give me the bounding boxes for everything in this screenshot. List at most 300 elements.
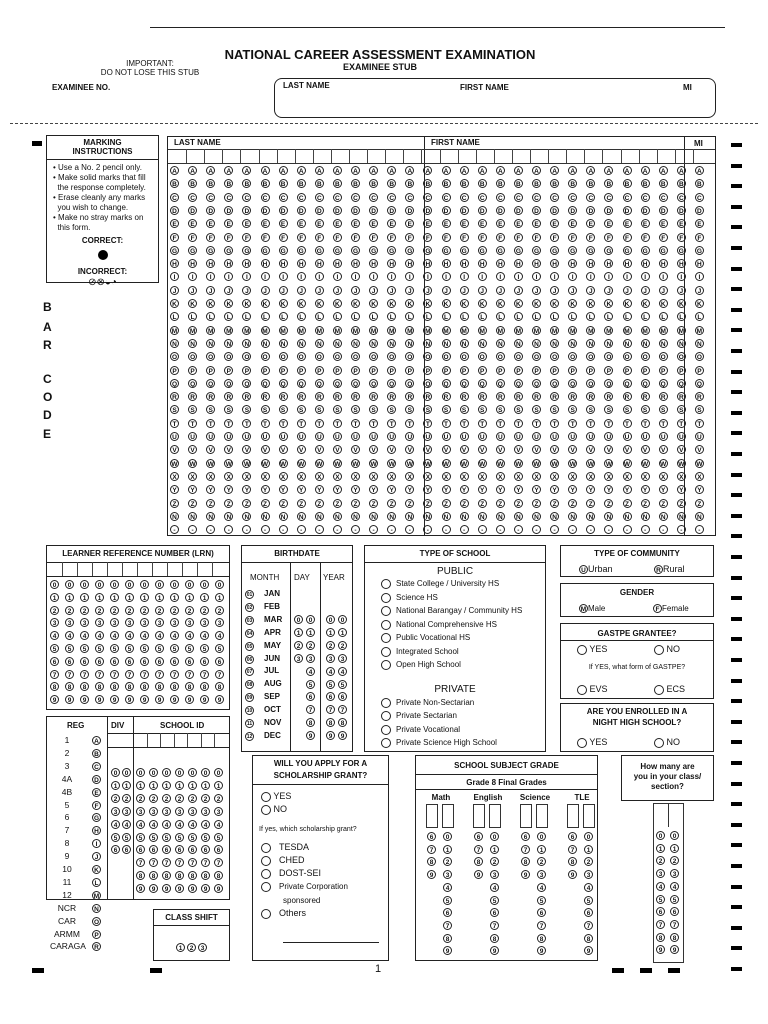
name-bubble[interactable]: L (532, 312, 541, 321)
name-bubble[interactable]: P (496, 366, 505, 375)
name-bubble[interactable]: M (533, 327, 540, 335)
lrn-bubble[interactable]: 8 (140, 682, 149, 691)
name-bubble[interactable]: S (550, 405, 559, 414)
region-bubble[interactable]: H (92, 826, 101, 835)
name-bubble[interactable]: H (677, 259, 686, 268)
school-id-bubble[interactable]: 1 (188, 781, 197, 790)
lrn-bubble[interactable]: 1 (200, 593, 209, 602)
name-bubble[interactable]: I (586, 272, 595, 281)
name-bubble[interactable]: B (659, 179, 668, 188)
name-bubble[interactable]: U (460, 432, 469, 441)
month-bubble[interactable]: 06 (246, 656, 253, 663)
name-bubble[interactable]: N (460, 512, 469, 521)
name-bubble[interactable]: X (188, 472, 197, 481)
name-bubble[interactable]: N (641, 339, 650, 348)
name-bubble[interactable]: Y (496, 485, 505, 494)
lrn-bubble[interactable]: 7 (215, 670, 224, 679)
name-bubble[interactable]: Y (405, 485, 414, 494)
name-bubble[interactable]: K (641, 299, 650, 308)
name-entry-cell[interactable] (458, 149, 459, 163)
name-bubble[interactable]: E (496, 219, 505, 228)
school-id-entry-cell[interactable] (147, 733, 148, 747)
name-bubble[interactable]: B (206, 179, 215, 188)
lrn-bubble[interactable]: 4 (65, 631, 74, 640)
name-bubble[interactable]: F (297, 233, 306, 242)
name-bubble[interactable]: E (550, 219, 559, 228)
grade-bubble[interactable]: 3 (490, 870, 499, 879)
name-bubble[interactable]: S (333, 405, 342, 414)
div-bubble[interactable]: 6 (111, 845, 120, 854)
name-bubble[interactable]: I (188, 272, 197, 281)
name-bubble[interactable]: N (297, 339, 306, 348)
name-bubble[interactable]: R (387, 392, 396, 401)
name-bubble[interactable]: U (514, 432, 523, 441)
name-bubble[interactable]: V (333, 445, 342, 454)
name-bubble[interactable]: D (369, 206, 378, 215)
name-bubble[interactable]: W (388, 460, 395, 468)
name-bubble[interactable]: B (514, 179, 523, 188)
grade-bubble[interactable]: 9 (427, 870, 436, 879)
name-bubble[interactable]: E (206, 219, 215, 228)
name-bubble[interactable]: I (224, 272, 233, 281)
name-bubble[interactable]: D (442, 206, 451, 215)
grade-bubble[interactable]: 1 (584, 845, 593, 854)
school-id-bubble[interactable]: 1 (136, 781, 145, 790)
lrn-entry-cell[interactable] (182, 562, 183, 576)
name-bubble[interactable]: N (261, 339, 270, 348)
name-bubble[interactable]: Q (479, 380, 485, 388)
name-bubble[interactable]: - (170, 525, 179, 534)
lrn-bubble[interactable]: 2 (140, 606, 149, 615)
grade-bubble[interactable]: 5 (443, 896, 452, 905)
name-bubble[interactable]: H (387, 259, 396, 268)
name-bubble[interactable]: T (206, 419, 215, 428)
name-bubble[interactable]: B (315, 179, 324, 188)
public-school-option[interactable] (381, 647, 459, 657)
name-bubble[interactable]: - (604, 525, 613, 534)
name-bubble[interactable]: P (297, 366, 306, 375)
name-bubble[interactable]: B (623, 179, 632, 188)
school-id-bubble[interactable]: 4 (162, 820, 171, 829)
name-bubble[interactable]: N (279, 512, 288, 521)
name-bubble[interactable]: G (262, 247, 268, 255)
name-bubble[interactable]: H (623, 259, 632, 268)
name-bubble[interactable]: N (261, 512, 270, 521)
name-bubble[interactable]: W (406, 460, 413, 468)
name-bubble[interactable]: N (333, 512, 342, 521)
name-bubble[interactable]: V (206, 445, 215, 454)
name-bubble[interactable]: T (532, 419, 541, 428)
name-bubble[interactable]: P (568, 366, 577, 375)
name-bubble[interactable]: Q (298, 380, 304, 388)
name-bubble[interactable]: R (242, 392, 251, 401)
lrn-bubble[interactable]: 7 (50, 670, 59, 679)
name-bubble[interactable]: T (333, 419, 342, 428)
grade-bubble[interactable]: 7 (521, 845, 530, 854)
name-bubble[interactable]: G (334, 247, 340, 255)
name-bubble[interactable]: F (188, 233, 197, 242)
day-bubble[interactable]: 1 (294, 628, 303, 637)
lrn-bubble[interactable]: 3 (110, 618, 119, 627)
name-bubble[interactable]: I (170, 272, 179, 281)
region-bubble[interactable]: L (92, 878, 101, 887)
lrn-bubble[interactable]: 9 (155, 695, 164, 704)
school-id-bubble[interactable]: 3 (149, 807, 158, 816)
name-bubble[interactable]: T (242, 419, 251, 428)
scholarship-option[interactable] (261, 842, 309, 853)
grade-bubble[interactable]: 9 (474, 870, 483, 879)
month-bubble[interactable]: 01 (246, 592, 253, 598)
school-id-bubble[interactable]: 0 (201, 768, 210, 777)
lrn-bubble[interactable]: 0 (50, 580, 59, 589)
grade-bubble[interactable]: 2 (490, 857, 499, 866)
name-bubble[interactable]: T (170, 419, 179, 428)
name-bubble[interactable]: Q (352, 380, 359, 388)
name-bubble[interactable]: M (244, 327, 250, 335)
name-bubble[interactable]: K (550, 299, 559, 308)
lrn-bubble[interactable]: 2 (215, 606, 224, 615)
name-bubble[interactable]: P (532, 366, 541, 375)
name-bubble[interactable]: B (550, 179, 559, 188)
name-bubble[interactable]: - (261, 525, 270, 534)
name-bubble[interactable]: X (496, 472, 505, 481)
name-bubble[interactable]: U (496, 432, 505, 441)
name-bubble[interactable]: F (423, 233, 432, 242)
grade-bubble[interactable]: 7 (568, 845, 577, 854)
name-bubble[interactable]: K (206, 299, 215, 308)
name-bubble[interactable]: Z (550, 499, 559, 508)
shift-bubble[interactable]: 3 (198, 943, 207, 952)
school-id-bubble[interactable]: 6 (149, 845, 158, 854)
school-id-bubble[interactable]: 5 (214, 833, 223, 842)
name-bubble[interactable]: Q (461, 380, 467, 388)
year-bubble[interactable]: 4 (338, 667, 347, 676)
school-id-bubble[interactable]: 7 (149, 858, 158, 867)
region-bubble[interactable]: M (93, 892, 100, 900)
name-bubble[interactable]: S (405, 405, 414, 414)
class-size-bubble[interactable]: 3 (670, 869, 679, 878)
name-bubble[interactable]: H (333, 259, 342, 268)
div-bubble[interactable]: 0 (111, 768, 120, 777)
lrn-bubble[interactable]: 8 (215, 682, 224, 691)
name-bubble[interactable]: D (550, 206, 559, 215)
name-bubble[interactable]: W (334, 460, 341, 468)
school-id-bubble[interactable]: 1 (175, 781, 184, 790)
region-bubble[interactable]: B (92, 749, 101, 758)
name-bubble[interactable]: K (478, 299, 487, 308)
name-bubble[interactable]: D (387, 206, 396, 215)
name-bubble[interactable]: H (586, 259, 595, 268)
name-bubble[interactable]: E (242, 219, 251, 228)
month-bubble[interactable]: 09 (246, 695, 253, 702)
name-bubble[interactable]: G (678, 247, 684, 255)
public-school-option[interactable] (381, 606, 522, 616)
name-bubble[interactable]: U (586, 432, 595, 441)
school-id-bubble[interactable]: 3 (162, 807, 171, 816)
class-size-bubble[interactable]: 9 (656, 945, 665, 954)
rural-bubble[interactable]: R (654, 565, 663, 574)
lrn-bubble[interactable]: 2 (65, 606, 74, 615)
name-bubble[interactable]: Y (206, 485, 215, 494)
name-bubble[interactable]: N (532, 512, 541, 521)
name-bubble[interactable]: M (298, 327, 304, 335)
region-bubble[interactable]: G (93, 815, 100, 823)
name-bubble[interactable]: T (695, 419, 704, 428)
name-bubble[interactable]: O (298, 354, 304, 362)
lrn-bubble[interactable]: 8 (50, 682, 59, 691)
name-bubble[interactable]: V (641, 445, 650, 454)
name-bubble[interactable]: - (514, 525, 523, 534)
name-bubble[interactable]: V (261, 445, 270, 454)
name-bubble[interactable]: H (170, 259, 179, 268)
name-bubble[interactable]: A (695, 166, 704, 175)
name-bubble[interactable]: F (261, 233, 270, 242)
lrn-bubble[interactable]: 6 (215, 657, 224, 666)
name-bubble[interactable]: Z (677, 499, 686, 508)
name-bubble[interactable]: Y (659, 485, 668, 494)
name-bubble[interactable]: V (532, 445, 541, 454)
school-id-bubble[interactable]: 8 (149, 871, 158, 880)
name-entry-cell[interactable] (675, 149, 676, 163)
name-bubble[interactable]: C (297, 193, 306, 202)
name-bubble[interactable]: R (351, 392, 360, 401)
name-bubble[interactable]: R (641, 392, 650, 401)
lrn-entry-cell[interactable] (107, 562, 108, 576)
name-bubble[interactable]: P (478, 366, 487, 375)
name-bubble[interactable]: O (171, 354, 178, 362)
name-bubble[interactable]: N (206, 512, 215, 521)
name-bubble[interactable]: P (279, 366, 288, 375)
grade-bubble[interactable]: 5 (584, 896, 593, 905)
name-bubble[interactable]: G (552, 247, 558, 255)
option-bubble[interactable] (381, 698, 391, 708)
name-bubble[interactable]: M (352, 327, 359, 335)
lrn-bubble[interactable]: 7 (155, 670, 164, 679)
grade-bubble[interactable]: 1 (490, 845, 499, 854)
name-bubble[interactable]: U (659, 432, 668, 441)
name-bubble[interactable]: W (678, 460, 685, 468)
name-bubble[interactable]: O (660, 354, 666, 362)
public-school-option[interactable] (381, 633, 470, 643)
name-bubble[interactable]: W (189, 460, 196, 468)
name-bubble[interactable]: N (695, 512, 704, 521)
name-bubble[interactable]: G (606, 247, 612, 255)
name-bubble[interactable]: N (677, 512, 686, 521)
name-bubble[interactable]: V (188, 445, 197, 454)
name-bubble[interactable]: A (315, 166, 324, 175)
name-bubble[interactable]: Y (297, 485, 306, 494)
name-bubble[interactable]: S (279, 405, 288, 414)
grade-bubble[interactable]: 6 (584, 908, 593, 917)
name-bubble[interactable]: Q (371, 380, 377, 388)
lrn-bubble[interactable]: 8 (170, 682, 179, 691)
name-bubble[interactable]: T (623, 419, 632, 428)
name-bubble[interactable]: L (405, 312, 414, 321)
name-bubble[interactable]: D (261, 206, 270, 215)
name-bubble[interactable]: N (351, 339, 360, 348)
name-bubble[interactable]: P (659, 366, 668, 375)
name-bubble[interactable]: M (262, 327, 268, 335)
grade-bubble[interactable]: 0 (490, 832, 499, 841)
name-bubble[interactable]: H (315, 259, 324, 268)
name-bubble[interactable]: H (297, 259, 306, 268)
name-bubble[interactable]: M (461, 327, 467, 335)
day-bubble[interactable]: 3 (294, 654, 303, 663)
name-bubble[interactable]: - (659, 525, 668, 534)
name-bubble[interactable]: O (570, 354, 576, 362)
name-bubble[interactable]: W (171, 460, 178, 468)
lrn-bubble[interactable]: 2 (95, 606, 104, 615)
name-bubble[interactable]: M (425, 327, 431, 335)
month-bubble[interactable]: 04 (246, 630, 253, 637)
lrn-bubble[interactable]: 4 (140, 631, 149, 640)
name-entry-cell[interactable] (240, 149, 241, 163)
name-bubble[interactable]: L (423, 312, 432, 321)
name-bubble[interactable]: E (405, 219, 414, 228)
name-bubble[interactable]: V (568, 445, 577, 454)
class-size-bubble[interactable]: 4 (670, 882, 679, 891)
name-bubble[interactable]: L (695, 312, 704, 321)
name-bubble[interactable]: X (659, 472, 668, 481)
name-bubble[interactable]: M (407, 327, 413, 335)
name-bubble[interactable]: O (262, 354, 268, 362)
region-bubble[interactable]: D (92, 775, 101, 784)
lrn-bubble[interactable]: 6 (80, 657, 89, 666)
grade-bubble[interactable]: 8 (474, 857, 483, 866)
name-bubble[interactable]: E (623, 219, 632, 228)
school-id-bubble[interactable]: 2 (136, 794, 145, 803)
name-bubble[interactable]: X (423, 472, 432, 481)
name-bubble[interactable]: - (279, 525, 288, 534)
name-bubble[interactable]: O (461, 354, 467, 362)
lrn-bubble[interactable]: 7 (80, 670, 89, 679)
name-bubble[interactable]: J (496, 286, 505, 295)
name-bubble[interactable]: V (405, 445, 414, 454)
name-bubble[interactable]: D (297, 206, 306, 215)
name-bubble[interactable]: T (460, 419, 469, 428)
year-bubble[interactable]: 7 (338, 705, 347, 714)
name-bubble[interactable]: I (514, 272, 523, 281)
lrn-bubble[interactable]: 5 (125, 644, 134, 653)
name-bubble[interactable]: T (297, 419, 306, 428)
grade-entry-cell[interactable] (583, 804, 595, 828)
lrn-bubble[interactable]: 2 (155, 606, 164, 615)
name-bubble[interactable]: - (206, 525, 215, 534)
year-bubble[interactable]: 7 (326, 705, 335, 714)
name-bubble[interactable]: N (532, 339, 541, 348)
name-bubble[interactable]: O (678, 354, 684, 362)
lrn-bubble[interactable]: 0 (215, 580, 224, 589)
name-bubble[interactable]: Y (532, 485, 541, 494)
school-id-bubble[interactable]: 4 (175, 820, 184, 829)
year-bubble[interactable]: 2 (338, 641, 347, 650)
class-size-bubble[interactable]: 6 (670, 907, 679, 916)
name-bubble[interactable]: N (550, 339, 559, 348)
name-bubble[interactable]: G (515, 247, 521, 255)
name-bubble[interactable]: U (442, 432, 451, 441)
school-id-bubble[interactable]: 9 (175, 884, 184, 893)
class-size-bubble[interactable]: 3 (656, 869, 665, 878)
lrn-bubble[interactable]: 4 (185, 631, 194, 640)
school-id-entry-cell[interactable] (214, 733, 215, 747)
class-size-cell[interactable] (668, 803, 669, 827)
grade-bubble[interactable]: 7 (490, 921, 499, 930)
name-bubble[interactable]: T (514, 419, 523, 428)
name-bubble[interactable]: Q (334, 380, 340, 388)
name-bubble[interactable]: H (532, 259, 541, 268)
grade-bubble[interactable]: 6 (427, 832, 436, 841)
name-bubble[interactable]: N (604, 339, 613, 348)
grade-entry-cell[interactable] (567, 804, 579, 828)
name-bubble[interactable]: L (351, 312, 360, 321)
grade-bubble[interactable]: 9 (584, 946, 593, 955)
lrn-bubble[interactable]: 8 (125, 682, 134, 691)
name-bubble[interactable]: O (334, 354, 340, 362)
name-bubble[interactable]: T (279, 419, 288, 428)
name-bubble[interactable]: Q (316, 380, 322, 388)
lrn-bubble[interactable]: 4 (95, 631, 104, 640)
lrn-bubble[interactable]: 0 (95, 580, 104, 589)
name-bubble[interactable]: F (586, 233, 595, 242)
school-id-bubble[interactable]: 0 (162, 768, 171, 777)
name-bubble[interactable]: V (496, 445, 505, 454)
lrn-bubble[interactable]: 6 (155, 657, 164, 666)
school-id-bubble[interactable]: 5 (201, 833, 210, 842)
name-bubble[interactable]: X (514, 472, 523, 481)
name-bubble[interactable]: G (479, 247, 485, 255)
grade-bubble[interactable]: 8 (443, 934, 452, 943)
lrn-bubble[interactable]: 2 (200, 606, 209, 615)
name-bubble[interactable]: A (532, 166, 541, 175)
grade-bubble[interactable]: 6 (443, 908, 452, 917)
name-bubble[interactable]: R (496, 392, 505, 401)
class-size-bubble[interactable]: 8 (656, 933, 665, 942)
name-bubble[interactable]: X (206, 472, 215, 481)
name-bubble[interactable]: E (460, 219, 469, 228)
name-bubble[interactable]: T (659, 419, 668, 428)
school-id-bubble[interactable]: 1 (162, 781, 171, 790)
name-bubble[interactable]: Y (423, 485, 432, 494)
year-bubble[interactable]: 0 (338, 615, 347, 624)
name-bubble[interactable]: U (677, 432, 686, 441)
name-bubble[interactable]: N (315, 339, 324, 348)
option-bubble[interactable] (381, 711, 391, 721)
name-bubble[interactable]: C (369, 193, 378, 202)
name-bubble[interactable]: O (479, 354, 485, 362)
div-bubble[interactable]: 3 (111, 807, 120, 816)
school-id-entry-cell[interactable] (201, 733, 202, 747)
name-bubble[interactable]: L (315, 312, 324, 321)
name-bubble[interactable]: F (695, 233, 704, 242)
lrn-bubble[interactable]: 9 (95, 695, 104, 704)
lrn-bubble[interactable]: 0 (155, 580, 164, 589)
name-bubble[interactable]: N (659, 339, 668, 348)
name-bubble[interactable]: D (405, 206, 414, 215)
name-bubble[interactable]: S (242, 405, 251, 414)
name-entry-cell[interactable] (621, 149, 622, 163)
name-bubble[interactable]: P (242, 366, 251, 375)
name-bubble[interactable]: N (568, 339, 577, 348)
lrn-bubble[interactable]: 3 (155, 618, 164, 627)
name-bubble[interactable]: E (478, 219, 487, 228)
name-bubble[interactable]: J (641, 286, 650, 295)
name-bubble[interactable]: - (242, 525, 251, 534)
name-bubble[interactable]: P (369, 366, 378, 375)
class-size-bubble[interactable]: 0 (670, 831, 679, 840)
lrn-bubble[interactable]: 0 (200, 580, 209, 589)
name-bubble[interactable]: J (442, 286, 451, 295)
name-bubble[interactable]: P (695, 366, 704, 375)
